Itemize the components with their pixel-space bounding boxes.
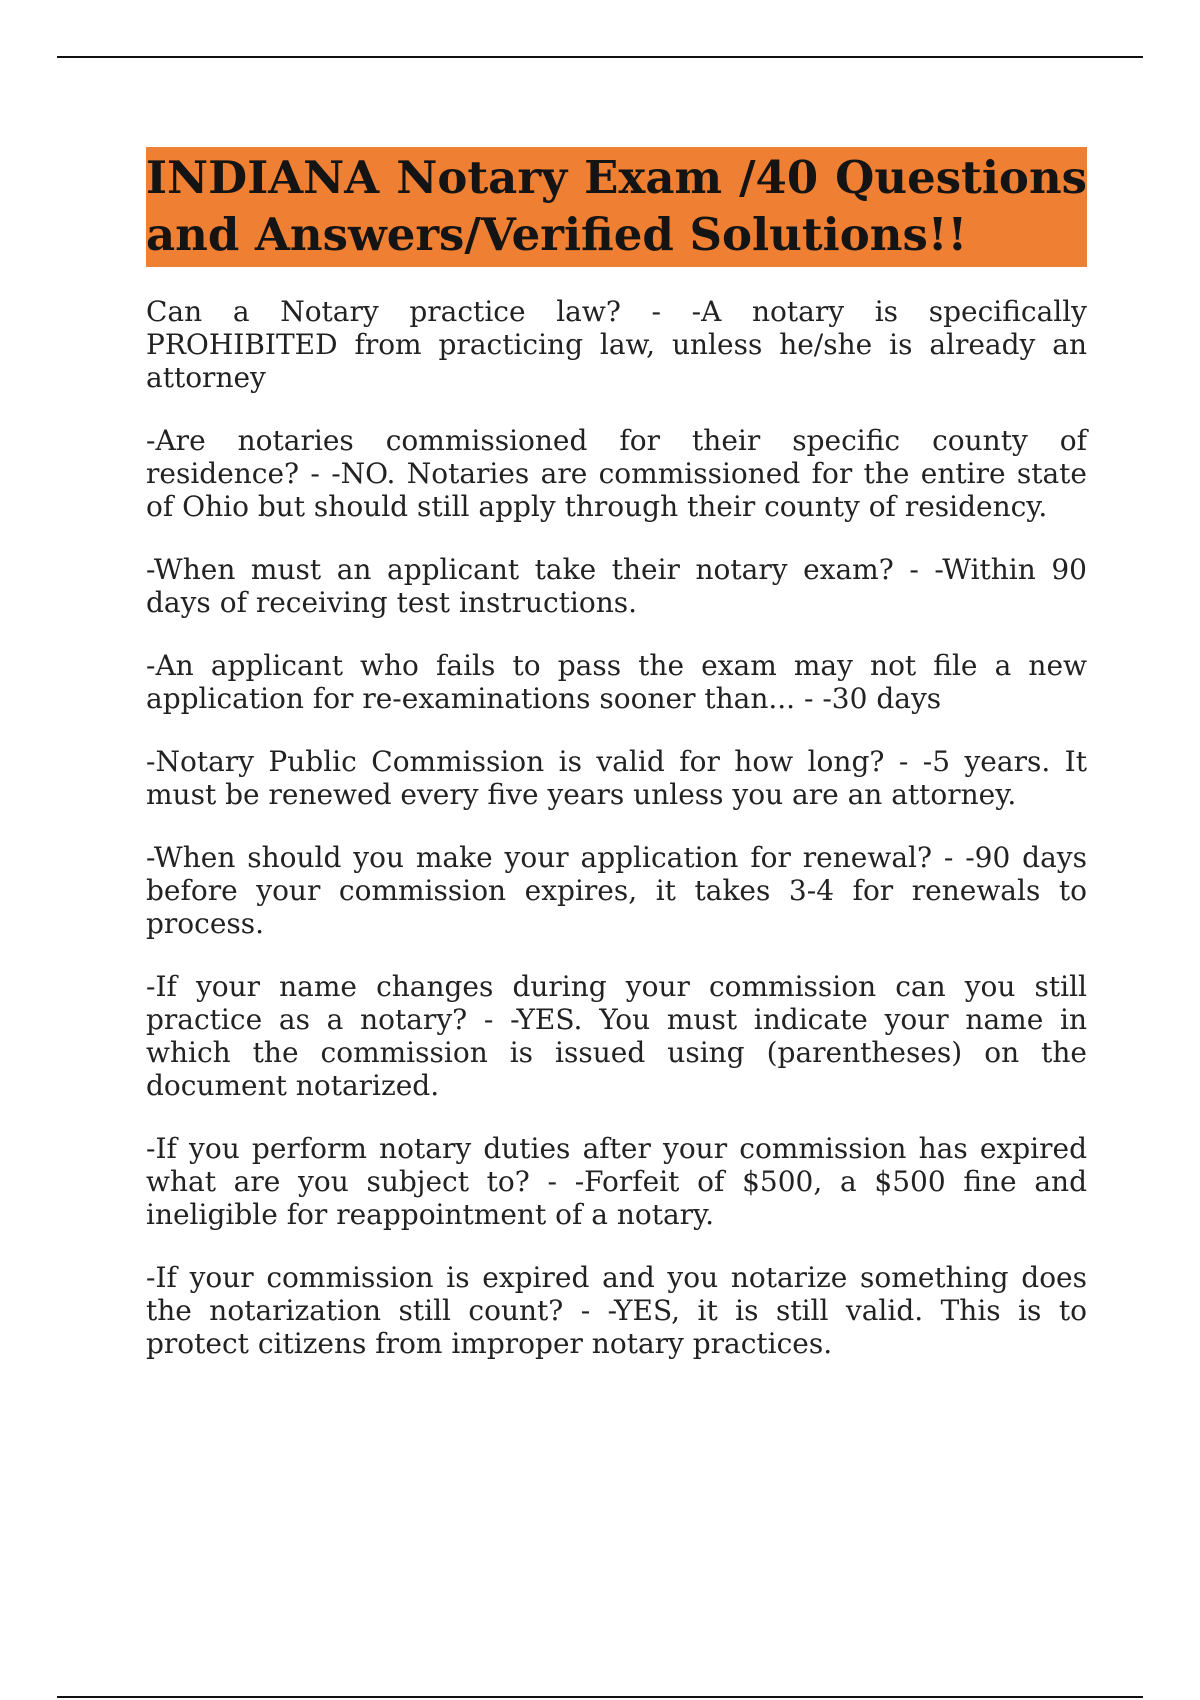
document-title: INDIANA Notary Exam /40 Questions and Answers/Verified Solutions!! [146, 151, 1087, 261]
qa-item: -Notary Public Commission is valid for how long? - -5 years. It must be renewed every five years unless you are an attorney. [146, 745, 1087, 811]
qa-item: -An applicant who fails to pass the exam may not file a new application for re-examinations sooner than... - -30 days [146, 649, 1087, 715]
qa-item: -Are notaries commissioned for their specific county of residence? - -NO. Notaries are commissioned for the entire state of Ohio but should still apply through their county of residency. [146, 424, 1087, 523]
title-banner [146, 147, 1087, 267]
bottom-rule [57, 1696, 1143, 1698]
qa-item: -If your commission is expired and you notarize something does the notarization still count? - -YES, it is still valid. This is to protect citizens from improper notary practices. [146, 1261, 1087, 1360]
qa-item: -When must an applicant take their notary exam? - -Within 90 days of receiving test instructions. [146, 553, 1087, 619]
qa-item: -When should you make your application for renewal? - -90 days before your commission expires, it takes 3-4 for renewals to process. [146, 841, 1087, 940]
qa-item: -If you perform notary duties after your commission has expired what are you subject to? - -Forfeit of $500, a $500 fine and ineligible for reappointment of a notary. [146, 1132, 1087, 1231]
qa-item: Can a Notary practice law? - -A notary is specifically PROHIBITED from practicing law, unless he/she is already an attorney [146, 295, 1087, 394]
qa-item: -If your name changes during your commission can you still practice as a notary? - -YES. You must indicate your name in which the commission is issued using (parentheses) on the document notarized. [146, 970, 1087, 1102]
top-rule [57, 56, 1143, 58]
document-body [146, 147, 1087, 1390]
